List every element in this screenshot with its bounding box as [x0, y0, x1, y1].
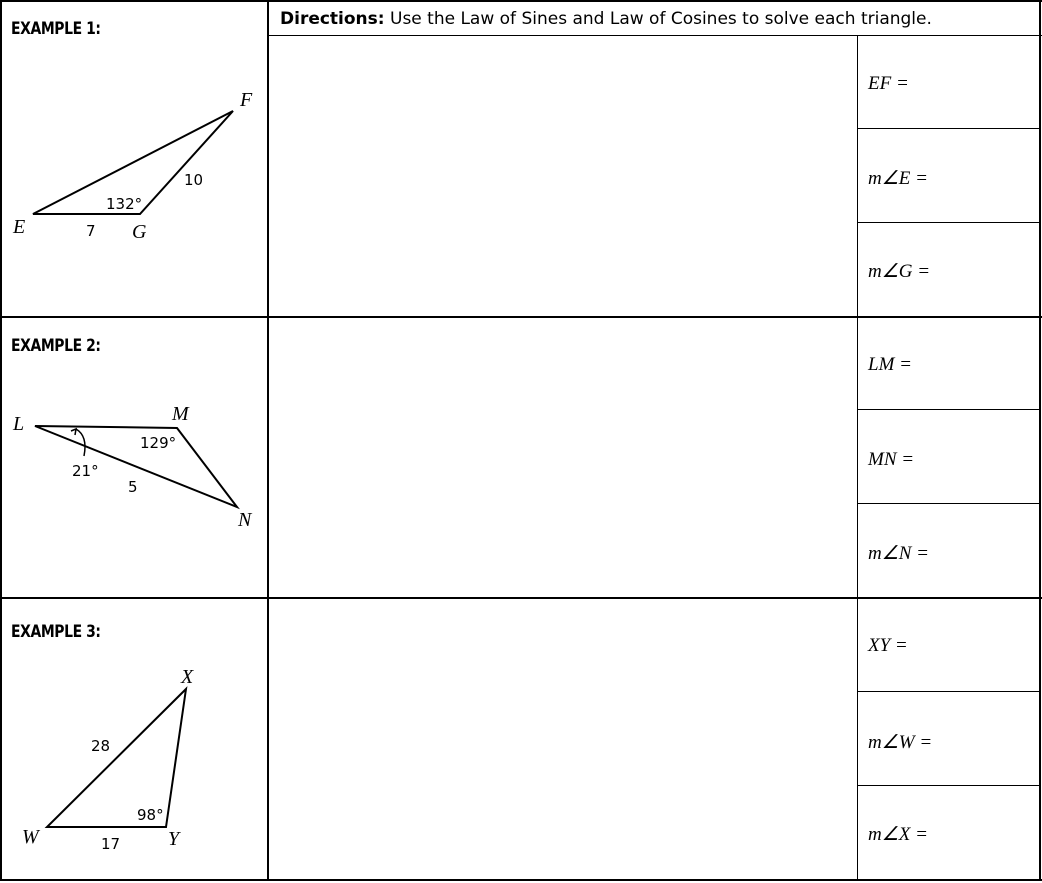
side-label-ln: 5 — [128, 478, 138, 496]
answer-divider-1b — [858, 222, 1041, 223]
bottom-border — [0, 879, 1042, 881]
answer-divider-3a — [858, 691, 1041, 692]
vertex-label-n: N — [238, 509, 252, 531]
answer-angle-w: m∠W = — [868, 732, 933, 753]
answer-divider-3b — [858, 785, 1041, 786]
answer-xy: XY = — [868, 635, 908, 656]
example-1-title: EXAMPLE 1: — [11, 19, 101, 39]
vertex-label-l: L — [13, 413, 25, 435]
answer-angle-e: m∠E = — [868, 168, 928, 189]
directions-label: Directions: — [280, 9, 385, 29]
vertex-label-x: X — [181, 666, 194, 688]
right-border — [1039, 0, 1041, 881]
example-2-title: EXAMPLE 2: — [11, 336, 101, 356]
side-label-eg: 7 — [86, 222, 96, 240]
vertex-label-w: W — [22, 826, 39, 848]
answer-divider-1a — [858, 128, 1041, 129]
work-column-divider — [857, 35, 858, 881]
triangle-wxy-shape — [47, 689, 186, 827]
answer-mn: MN = — [868, 449, 915, 470]
vertex-label-g: G — [132, 221, 147, 243]
angle-label-l: 21° — [72, 462, 99, 480]
vertex-label-e: E — [13, 216, 26, 238]
triangle-wxy — [0, 599, 268, 879]
example-3-title: EXAMPLE 3: — [11, 622, 101, 642]
angle-arc-l-arrowhead — [71, 429, 76, 435]
side-label-wy: 17 — [101, 835, 121, 853]
angle-label-g: 132° — [106, 195, 143, 213]
header-bottom-border — [268, 35, 1042, 36]
vertex-label-f: F — [240, 89, 253, 111]
vertex-label-y: Y — [168, 828, 180, 850]
triangle-efg — [0, 0, 268, 316]
answer-lm: LM = — [868, 354, 912, 375]
directions — [280, 9, 932, 29]
side-label-gf: 10 — [184, 171, 204, 189]
triangle-lmn — [0, 318, 268, 597]
answer-angle-x: m∠X = — [868, 824, 928, 845]
answer-divider-2b — [858, 503, 1041, 504]
vertex-label-m: M — [172, 403, 189, 425]
answer-ef: EF = — [868, 73, 909, 94]
side-label-wx: 28 — [91, 737, 111, 755]
answer-divider-2a — [858, 409, 1041, 410]
angle-label-m: 129° — [140, 434, 177, 452]
answer-angle-g: m∠G = — [868, 261, 931, 282]
directions-text: Use the Law of Sines and Law of Cosines to solve each triangle. — [384, 9, 932, 29]
angle-label-y: 98° — [137, 806, 164, 824]
answer-angle-n: m∠N = — [868, 543, 929, 564]
